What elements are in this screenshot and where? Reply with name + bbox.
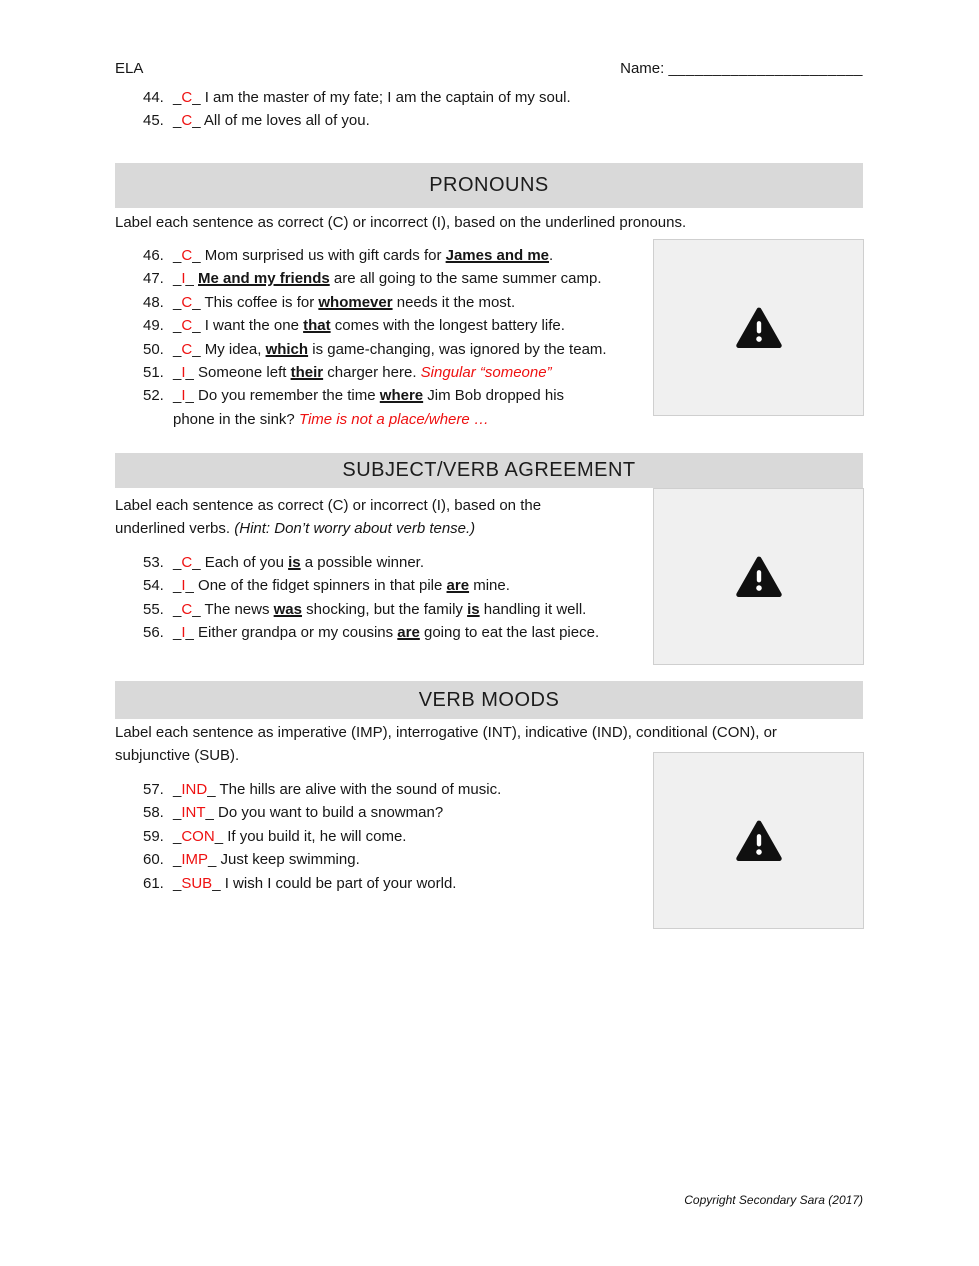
underlined-word: was <box>273 600 302 618</box>
item-number: 55. <box>143 600 164 618</box>
item-number: 46. <box>143 247 164 264</box>
underlined-word: is <box>467 600 480 618</box>
answer-value: IND <box>181 781 208 798</box>
worksheet-item <box>143 872 648 895</box>
item-number: 51. <box>143 364 164 382</box>
worksheet-item <box>143 574 648 597</box>
sentence-text: mine. <box>469 577 510 595</box>
answer-value: C <box>181 293 193 311</box>
sentence-text: The hills are alive with the sound of music. <box>219 781 502 798</box>
sentence-text: a possible winner. <box>300 554 425 571</box>
item-number: 52. <box>143 387 164 405</box>
answer-blank: _C_ <box>173 247 201 264</box>
sentence-text: I am the master of my fate; I am the captain of my soul. <box>204 89 571 106</box>
worksheet-item <box>143 267 648 290</box>
warning-triangle-icon <box>736 307 782 349</box>
worksheet-item <box>143 244 648 267</box>
item-sentence <box>173 291 648 314</box>
sentence-text: charger here. <box>323 364 421 382</box>
image-placeholder <box>653 488 864 665</box>
answer-value: C <box>181 340 193 358</box>
answer-blank: _INT_ <box>173 804 214 822</box>
answer-value: I <box>181 624 186 642</box>
answer-value: I <box>181 364 186 382</box>
item-sentence <box>173 244 648 267</box>
section-header-subject-verb-agreement <box>115 453 863 488</box>
answer-blank: _C_ <box>173 293 201 311</box>
pronouns-instruction <box>115 211 863 234</box>
item-sentence <box>173 598 648 621</box>
worksheet-item <box>143 291 648 314</box>
sentence-text: Label each sentence as correct (C) or incorrect (I), based on the <box>115 497 542 514</box>
item-sentence <box>173 109 703 132</box>
sentence-text: Each of you <box>204 554 289 571</box>
answer-blank: _IMP_ <box>173 851 217 869</box>
answer-value: I <box>181 577 186 595</box>
teacher-note: Singular “someone” <box>420 364 552 382</box>
warning-triangle-icon <box>736 820 782 862</box>
sentence-text: are all going to the same summer camp. <box>329 270 602 288</box>
answer-blank: _C_ <box>173 89 201 106</box>
answer-value: C <box>181 554 193 571</box>
item-sentence <box>173 384 648 431</box>
worksheet-item <box>143 825 648 848</box>
item-sentence <box>173 872 648 895</box>
sentence-text: One of the fidget spinners in that pile <box>198 577 447 595</box>
worksheet-item <box>143 551 648 574</box>
worksheet-item <box>143 109 703 132</box>
item-number: 49. <box>143 317 164 335</box>
item-number: 44. <box>143 89 164 106</box>
section-header-pronouns <box>115 163 863 208</box>
answer-blank: _CON_ <box>173 827 224 845</box>
answer-value: C <box>181 247 193 264</box>
answer-value: C <box>181 317 193 335</box>
answer-blank: _C_ <box>173 317 201 335</box>
intro-item-list <box>143 86 703 133</box>
underlined-word: which <box>265 340 309 358</box>
item-sentence <box>173 267 648 290</box>
answer-blank: _I_ <box>173 387 194 405</box>
sentence-text: underlined verbs. <box>115 520 235 538</box>
sentence-text: All of me loves all of you. <box>203 112 370 130</box>
answer-blank: _C_ <box>173 340 201 358</box>
section-header-verb-moods <box>115 681 863 719</box>
item-number: 58. <box>143 804 164 822</box>
worksheet-item <box>143 778 648 801</box>
sentence-text: I wish I could be part of your world. <box>224 874 457 892</box>
item-number: 56. <box>143 624 164 642</box>
section-title: SUBJECT/VERB AGREEMENT <box>342 459 636 481</box>
copyright-notice: Copyright Secondary Sara (2017) <box>684 1193 863 1207</box>
item-number: 61. <box>143 874 164 892</box>
image-placeholder <box>653 752 864 929</box>
sentence-text: needs it the most. <box>392 293 516 311</box>
sentence-text: Jim Bob dropped his <box>423 387 565 405</box>
underlined-word: whomever <box>318 293 393 311</box>
warning-triangle-icon <box>736 556 782 598</box>
name-line <box>620 60 863 77</box>
sentence-text: If you build it, he will come. <box>227 827 407 845</box>
item-number: 53. <box>143 554 164 571</box>
answer-blank: _SUB_ <box>173 874 221 892</box>
underlined-word: where <box>379 387 424 405</box>
sentence-text: going to eat the last piece. <box>419 624 600 642</box>
sentence-text: . <box>549 247 554 264</box>
worksheet-item <box>143 598 648 621</box>
sentence-text: The news <box>204 600 274 618</box>
teacher-note: Time is not a place/where … <box>298 410 489 428</box>
underlined-word: their <box>290 364 324 382</box>
answer-blank: _I_ <box>173 577 194 595</box>
answer-value: I <box>181 270 186 288</box>
name-label: Name: <box>620 60 669 77</box>
section-title: PRONOUNS <box>429 174 549 196</box>
sentence-text: I want the one <box>204 317 304 335</box>
worksheet-item <box>143 801 648 824</box>
answer-blank: _C_ <box>173 554 201 571</box>
answer-blank: _IND_ <box>173 781 216 798</box>
answer-value: I <box>181 387 186 405</box>
subject-verb-instruction <box>115 494 655 541</box>
answer-value: IMP <box>181 851 209 869</box>
item-sentence <box>173 574 648 597</box>
sentence-text: Do you remember the time <box>198 387 380 405</box>
section-title: VERB MOODS <box>418 688 560 711</box>
sentence-text: Someone left <box>198 364 291 382</box>
sentence-text: Label each sentence as imperative (IMP), interrogative (INT), indicative (IND), conditional (CON), or <box>115 724 777 741</box>
sentence-text: My idea, <box>204 340 266 358</box>
item-number: 47. <box>143 270 164 288</box>
subject-verb-item-list <box>143 551 648 645</box>
sentence-text: subjunctive (SUB). <box>115 747 240 765</box>
item-number: 50. <box>143 340 164 358</box>
answer-value: SUB <box>181 874 213 892</box>
answer-blank: _I_ <box>173 624 194 642</box>
worksheet-item <box>143 338 648 361</box>
sentence-text: Either grandpa or my cousins <box>198 624 398 642</box>
item-sentence <box>173 551 648 574</box>
item-sentence <box>173 801 648 824</box>
sentence-text: Do you want to build a snowman? <box>218 804 444 822</box>
pronouns-item-list <box>143 244 648 431</box>
underlined-word: are <box>397 624 420 642</box>
worksheet-item <box>143 621 648 644</box>
answer-value: INT <box>181 804 206 822</box>
answer-value: C <box>181 89 193 106</box>
answer-blank: _I_ <box>173 270 194 288</box>
item-number: 57. <box>143 781 164 798</box>
item-sentence <box>173 86 703 109</box>
underlined-word: is <box>288 554 301 571</box>
item-sentence <box>173 778 648 801</box>
sentence-text: phone in the sink? <box>173 410 299 428</box>
sentence-text: comes with the longest battery life. <box>330 317 565 335</box>
item-number: 48. <box>143 293 164 311</box>
worksheet-item <box>143 848 648 871</box>
sentence-text: (Hint: Don’t worry about verb tense.) <box>234 520 476 538</box>
sentence-text: shocking, but the family <box>302 600 468 618</box>
sentence-text: Mom surprised us with gift cards for <box>204 247 446 264</box>
name-blank: ______________________ <box>668 60 863 77</box>
answer-blank: _C_ <box>173 112 201 130</box>
item-number: 54. <box>143 577 164 595</box>
answer-value: C <box>181 112 193 130</box>
item-sentence <box>173 621 648 644</box>
sentence-text: is game-changing, was ignored by the team. <box>308 340 607 358</box>
item-number: 59. <box>143 827 164 845</box>
underlined-word: Me and my friends <box>198 270 330 288</box>
item-sentence <box>173 338 648 361</box>
worksheet-item <box>143 314 648 337</box>
underlined-word: that <box>303 317 331 335</box>
sentence-text: Label each sentence as correct (C) or incorrect (I), based on the underlined pronouns. <box>115 214 687 231</box>
answer-value: CON <box>181 827 215 845</box>
item-sentence <box>173 361 648 384</box>
underlined-word: are <box>446 577 470 595</box>
item-number: 45. <box>143 112 164 130</box>
sentence-text: This coffee is for <box>204 293 319 311</box>
item-number: 60. <box>143 851 164 869</box>
answer-blank: _I_ <box>173 364 194 382</box>
sentence-text: Just keep swimming. <box>220 851 360 869</box>
answer-blank: _C_ <box>173 600 201 618</box>
course-label: ELA <box>115 60 144 77</box>
sentence-text: handling it well. <box>479 600 587 618</box>
item-sentence <box>173 825 648 848</box>
item-sentence <box>173 314 648 337</box>
underlined-word: James and me <box>445 247 550 264</box>
worksheet-item <box>143 361 648 384</box>
item-sentence <box>173 848 648 871</box>
verb-moods-item-list <box>143 778 648 895</box>
worksheet-item <box>143 384 648 431</box>
image-placeholder <box>653 239 864 416</box>
answer-value: C <box>181 600 193 618</box>
worksheet-item <box>143 86 703 109</box>
